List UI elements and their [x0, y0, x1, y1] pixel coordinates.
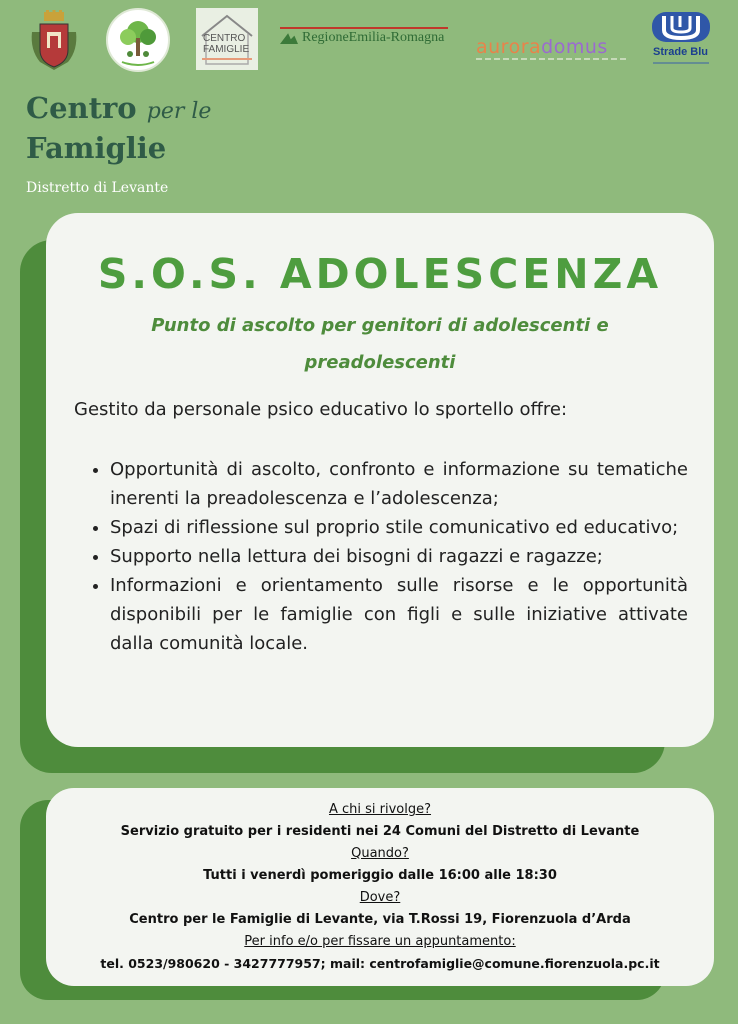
cpf-logo-text-1: CENTRO	[203, 33, 246, 44]
aurora-logo-text	[476, 36, 608, 58]
where-question: Dove?	[359, 890, 401, 905]
who-answer: Servizio gratuito per i residenti nei 24 Comuni del Distretto di Levante	[120, 824, 640, 839]
aurora-logo-underline	[476, 58, 626, 60]
list-item: • Opportunità di ascolto, confronto e informazione su tematiche inerenti la preadolescenza e l’adolescenza;	[110, 455, 688, 513]
strade-blu-logo	[650, 10, 712, 70]
when-answer: Tutti i venerdì pomeriggio dalle 16:00 alle 18:30	[203, 868, 557, 883]
region-logo-mark	[280, 32, 298, 44]
page-title: S.O.S. ADOLESCENZA	[97, 250, 663, 298]
auroradomus-logo	[476, 36, 636, 60]
centro-per-le-famiglie-brand	[26, 90, 211, 196]
brand-district: Distretto di Levante	[26, 180, 169, 196]
contact-answer: tel. 0523/980620 - 3427777957; mail: centrofamiglie@comune.fiorenzuola.pc.it	[100, 956, 660, 971]
list-item: • Supporto nella lettura dei bisogni di ragazzi e ragazze;	[110, 542, 688, 571]
family-tree-logo	[106, 8, 170, 72]
info-block	[46, 799, 714, 975]
contact-question: Per info e/o per fissare un appuntamento:	[244, 934, 516, 949]
strade-blu-text: Strade Blu	[653, 46, 709, 58]
partner-logos	[0, 0, 738, 80]
aurora-word: aurora	[476, 36, 542, 58]
region-logo-text: RegioneEmilia-Romagna	[302, 30, 445, 45]
info-card	[46, 788, 714, 986]
brand-per-le: per le	[146, 99, 212, 124]
region-logo-bar	[280, 27, 448, 29]
who-question: A chi si rivolge?	[328, 802, 432, 817]
where-answer: Centro per le Famiglie di Levante, via T.Rossi 19, Fiorenzuola d’Arda	[129, 912, 631, 927]
list-item: • Spazi di riflessione sul proprio stile comunicativo ed educativo;	[110, 513, 688, 542]
page-subtitle: Punto di ascolto per genitori di adolescenti e preadolescenti	[151, 315, 609, 373]
regione-emilia-romagna-logo	[280, 27, 448, 49]
brand-famiglie: Famiglie	[26, 131, 167, 165]
municipal-crest-logo	[30, 10, 78, 72]
offer-list	[88, 455, 688, 658]
centro-famiglie-logo	[196, 8, 258, 70]
cpf-logo-text-2: FAMIGLIE	[203, 44, 250, 55]
list-item: • Informazioni e orientamento sulle risorse e le opportunità disponibili per le famiglie con figli e sulle iniziative attivate dalla comunità locale.	[110, 571, 688, 658]
strade-blu-underline	[653, 62, 709, 64]
main-card	[46, 213, 714, 747]
when-question: Quando?	[351, 846, 409, 861]
brand-line-1	[26, 90, 211, 130]
domus-word: domus	[541, 36, 608, 58]
brand-centro: Centro	[26, 91, 137, 125]
intro-text: Gestito da personale psico educativo lo sportello offre:	[74, 399, 568, 420]
